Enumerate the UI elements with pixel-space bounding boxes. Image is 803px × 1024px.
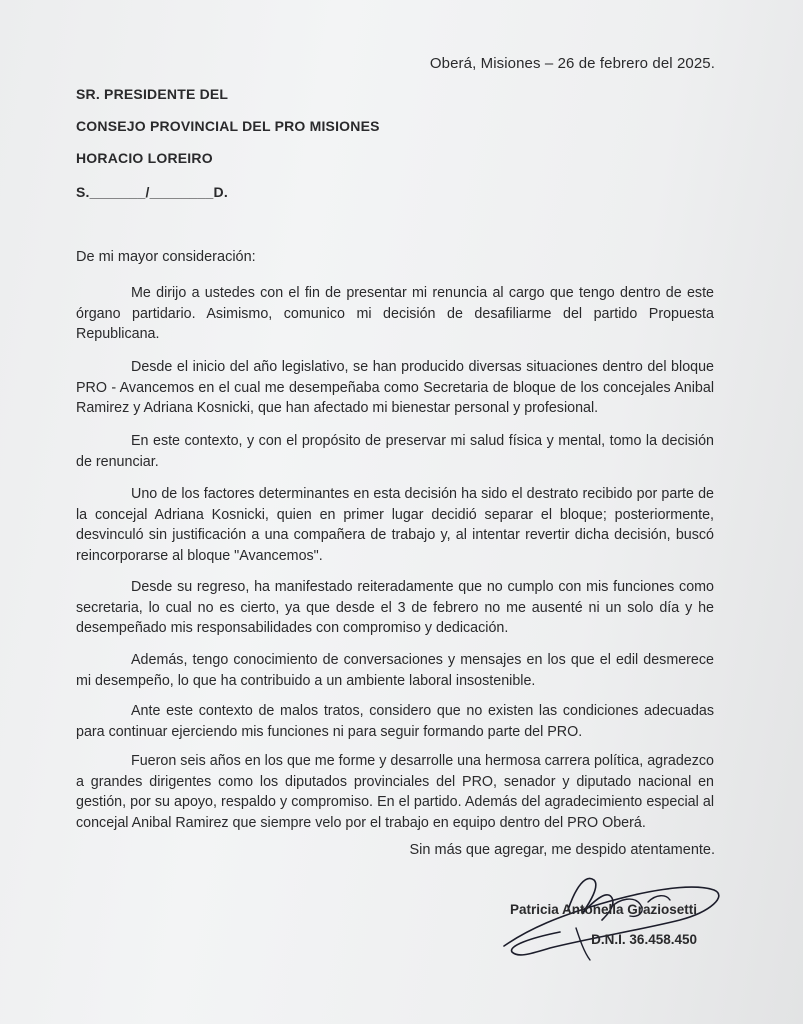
paragraph-5: Desde su regreso, ha manifestado reiteradamente que no cumplo con mis funciones como secretaria, lo cual no es cierto, ya que desde el 3 de febrero no me ausenté ni un solo día y he desempeñado mis responsabilidades con compromiso y dedicación. (76, 579, 714, 636)
signatory-dni: D.N.I. 36.458.450 (591, 932, 697, 947)
paragraph-4: Uno de los factores determinantes en esta decisión ha sido el destrato recibido por parte de la concejal Adriana Kosnicki, quien en primer lugar decidió separar el bloque; posteriormente, desvinculó sin justificación a una compañera de trabajo y, al intentar revertir dicha decisión, buscó reincorporarse al bloque "Avancemos". (76, 486, 714, 564)
closing-line: Sin más que agregar, me despido atentamente. (409, 842, 715, 858)
paragraph-8: Fueron seis años en los que me forme y desarrolle una hermosa carrera política, agradezco a grandes dirigentes como los diputados provinciales del PRO, senador y diputado nacional en gestión, por su apoyo, respaldo y compromiso. En el partido. Además del agradecimiento especial al concejal Anibal Ramirez que siempre velo por el trabajo en equipo dentro del PRO Oberá. (76, 753, 714, 831)
paragraph-6: Además, tengo conocimiento de conversaciones y mensajes en los que el edil desmerece mi desempeño, lo que ha contribuido a un ambiente laboral insostenible. (76, 652, 714, 689)
paragraph-1: Me dirijo a ustedes con el fin de presentar mi renuncia al cargo que tengo dentro de este órgano partidario. Asimismo, comunico mi decisión de desafiliarme del partido Propuesta Republicana. (76, 285, 714, 342)
recipient-line-2: CONSEJO PROVINCIAL DEL PRO MISIONES (76, 118, 380, 134)
paragraph-3: En este contexto, y con el propósito de preservar mi salud física y mental, tomo la decisión de renunciar. (76, 433, 714, 470)
recipient-line-1: SR. PRESIDENTE DEL (76, 86, 229, 102)
handwritten-signature (490, 868, 730, 968)
recipient-line-4: S._______/________D. (76, 184, 228, 200)
recipient-line-3: HORACIO LOREIRO (76, 150, 213, 166)
signatory-name: Patricia Antonella Graziosetti (509, 902, 697, 917)
paragraph-2: Desde el inicio del año legislativo, se han producido diversas situaciones dentro del bloque PRO - Avancemos en el cual me desempeñaba como Secretaria de bloque de los concejales Anibal Ramirez y Adriana Kosnicki, que han afectado mi bienestar personal y profesional. (76, 359, 714, 416)
date-line: Oberá, Misiones – 26 de febrero del 2025. (429, 55, 715, 72)
paragraph-7: Ante este contexto de malos tratos, considero que no existen las condiciones adecuadas para continuar ejerciendo mis funciones ni para seguir formando parte del PRO. (76, 703, 714, 740)
salutation: De mi mayor consideración: (76, 249, 256, 265)
